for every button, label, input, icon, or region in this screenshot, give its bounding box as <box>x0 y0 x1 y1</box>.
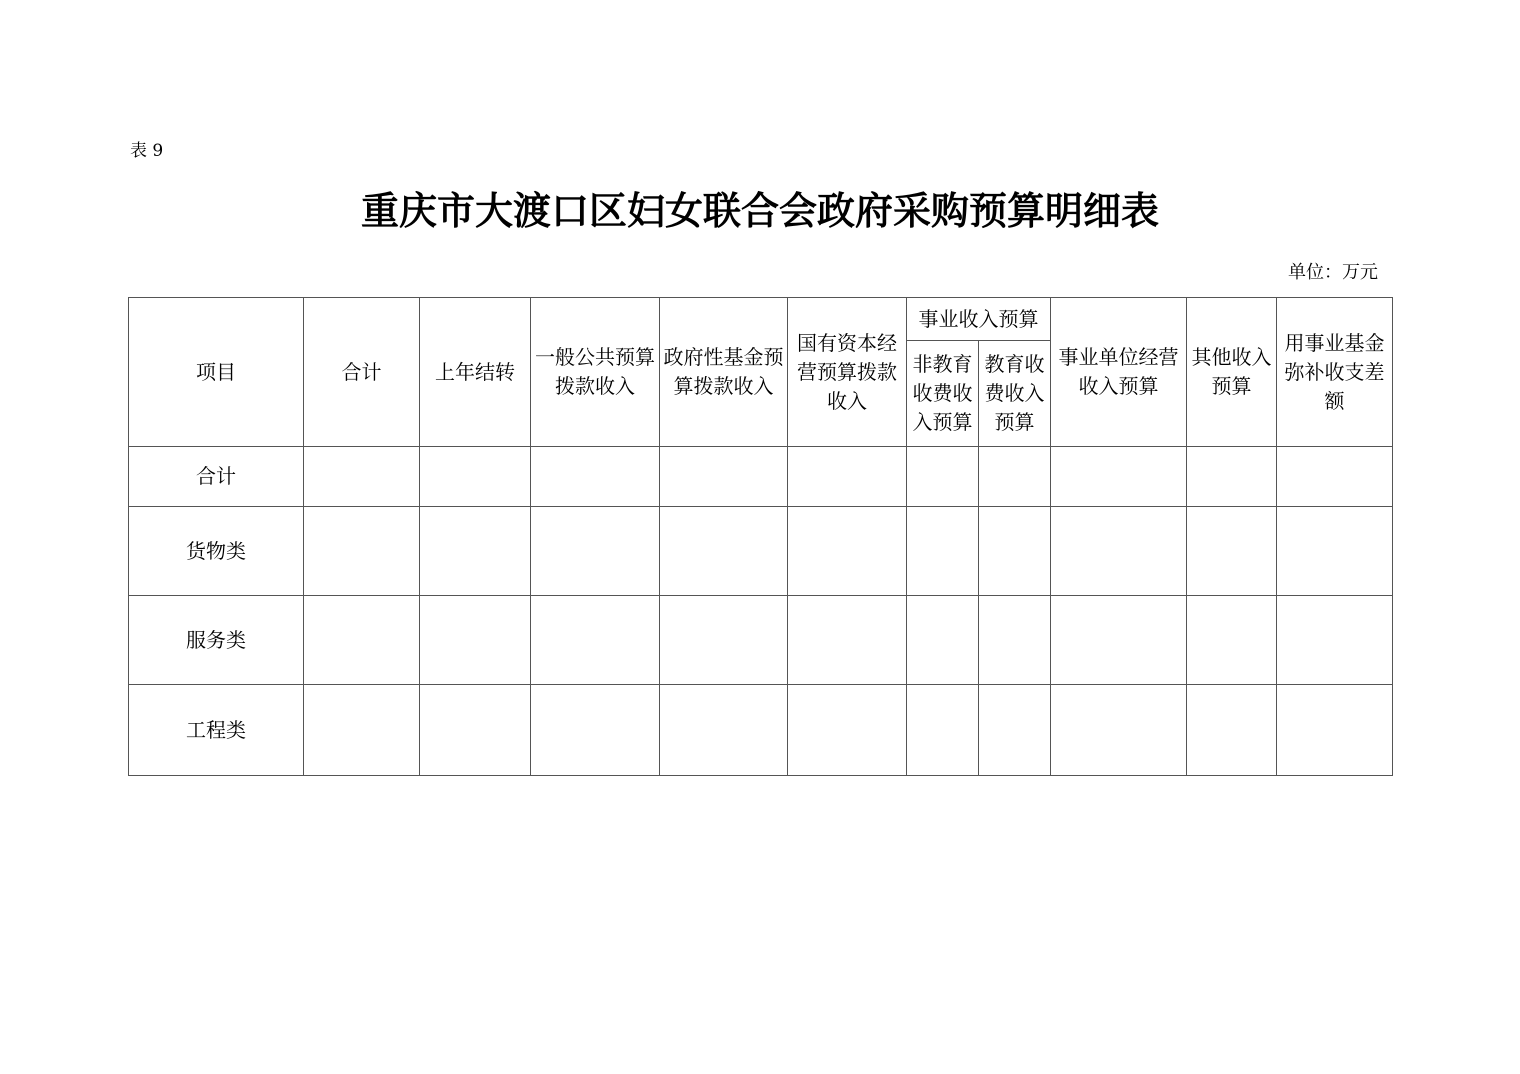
table-cell <box>531 596 660 685</box>
row-label-total: 合计 <box>129 447 304 507</box>
table-cell <box>660 507 788 596</box>
table-cell <box>420 596 531 685</box>
column-header-item: 项目 <box>129 298 304 447</box>
table-cell <box>907 447 979 507</box>
column-header-business-operation: 事业单位经营收入预算 <box>1051 298 1187 447</box>
table-row <box>129 507 1393 596</box>
table-cell <box>979 596 1051 685</box>
column-header-business-income-group: 事业收入预算 <box>907 298 1051 341</box>
table-cell <box>907 596 979 685</box>
table-cell <box>420 447 531 507</box>
column-header-gov-fund-budget: 政府性基金预算拨款收入 <box>660 298 788 447</box>
table-cell <box>531 507 660 596</box>
table-cell <box>788 447 907 507</box>
table-cell <box>907 685 979 776</box>
table-cell <box>979 447 1051 507</box>
table-cell <box>420 685 531 776</box>
unit-label: 单位：万元 <box>1288 262 1378 283</box>
column-header-fund-balance: 用事业基金弥补收支差额 <box>1277 298 1393 447</box>
table-cell <box>979 685 1051 776</box>
table-cell <box>1187 507 1277 596</box>
table-cell <box>420 507 531 596</box>
column-header-non-education-fee: 非教育收费收入预算 <box>907 341 979 447</box>
budget-table <box>128 297 1393 776</box>
table-cell <box>660 596 788 685</box>
row-label-engineering: 工程类 <box>129 685 304 776</box>
table-number: 表 9 <box>130 141 164 161</box>
column-header-other-income: 其他收入预算 <box>1187 298 1277 447</box>
column-header-education-fee: 教育收费收入预算 <box>979 341 1051 447</box>
table-cell <box>660 447 788 507</box>
table-cell <box>304 447 420 507</box>
table-cell <box>788 507 907 596</box>
header-row-1 <box>129 298 1393 341</box>
table-cell <box>979 507 1051 596</box>
table-cell <box>1051 507 1187 596</box>
table-cell <box>1277 507 1393 596</box>
table-cell <box>531 685 660 776</box>
table-row <box>129 685 1393 776</box>
table-cell <box>1051 447 1187 507</box>
table-cell <box>531 447 660 507</box>
table-cell <box>1187 596 1277 685</box>
table-cell <box>304 507 420 596</box>
column-header-prior-year-carryover: 上年结转 <box>420 298 531 447</box>
table-cell <box>304 596 420 685</box>
table-cell <box>1277 447 1393 507</box>
table-cell <box>1051 596 1187 685</box>
table-cell <box>788 685 907 776</box>
table-cell <box>1277 685 1393 776</box>
table-cell <box>1187 447 1277 507</box>
table-cell <box>304 685 420 776</box>
table-cell <box>1277 596 1393 685</box>
column-header-total: 合计 <box>304 298 420 447</box>
table-cell <box>788 596 907 685</box>
page-title: 重庆市大渡口区妇女联合会政府采购预算明细表 <box>360 189 1159 233</box>
table-cell <box>907 507 979 596</box>
row-label-services: 服务类 <box>129 596 304 685</box>
table-row <box>129 596 1393 685</box>
column-header-general-public-budget: 一般公共预算拨款收入 <box>531 298 660 447</box>
row-label-goods: 货物类 <box>129 507 304 596</box>
table-cell <box>1187 685 1277 776</box>
table-row <box>129 447 1393 507</box>
table-cell <box>660 685 788 776</box>
column-header-state-capital-budget: 国有资本经营预算拨款收入 <box>788 298 907 447</box>
table-cell <box>1051 685 1187 776</box>
